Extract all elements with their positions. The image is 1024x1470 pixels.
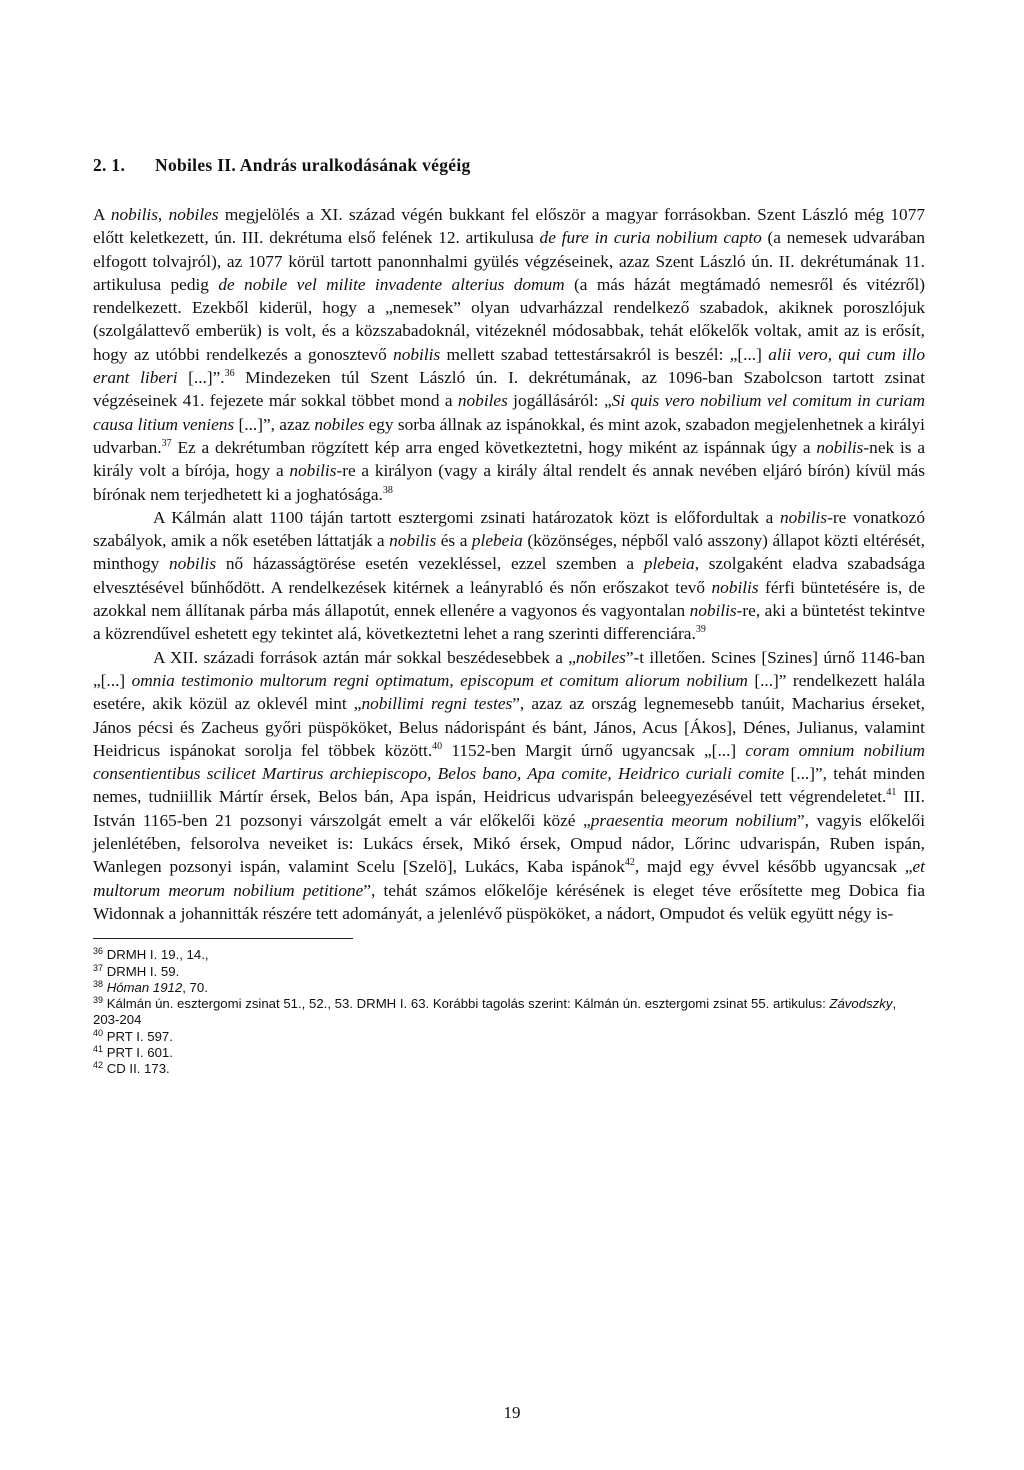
footnote-ref: 37 <box>161 437 172 449</box>
footnote-ref: 40 <box>432 740 443 752</box>
italic-text: Si quis vero nobilium vel comitum in curiam causa litium veniens <box>93 391 926 434</box>
italic-text: Hóman 1912 <box>106 979 183 995</box>
text-run: és a <box>436 531 472 551</box>
text-run: ”, azaz az ország legnemesebb tanúit, Macharius érseket, János pécsi és Zacheus győri püspököket, Belus nádorispánt és bánt, János, Acus [Ákos], Dénes, Julianus, valamint Heidricus ispánokat sorolja fel többek között. <box>93 694 926 760</box>
text-run: Kálmán ún. esztergomi zsinat 51., 52., 53. DRMH I. 63. Korábbi tagolás szerint: Kálmán ún. esztergomi zsinat 55. artikulus: <box>106 996 830 1012</box>
italic-text: Závodszky <box>829 996 893 1012</box>
paragraph <box>93 646 925 926</box>
footnote-number: 38 <box>93 978 104 989</box>
text-run: megjelölés a XI. század végén bukkant fel először a magyar forrásokban. Szent László még 1077 előtt keletkezett, ún. III. dekrétuma első felének 12. artikulusa <box>93 205 925 248</box>
footnote <box>93 947 925 963</box>
text-run: egy sorba állnak az ispánokkal, és mint azok, szabadon megjelenhetnek a királyi udvarban. <box>93 414 925 457</box>
italic-text: omnia testimonio multorum regni optimatum, episcopum et comitum aliorum nobilium <box>131 670 748 690</box>
footnote-number: 42 <box>93 1060 104 1071</box>
footnote <box>93 996 925 1029</box>
text-run: A Kálmán alatt 1100 táján tartott esztergomi zsinati határozatok közt is előfordultak a <box>153 507 781 527</box>
text-run: (közönséges, népből való asszony) állapot közti eltérését, minthogy <box>93 531 926 574</box>
text-run: -re, aki a büntetést tekintve a közrendűvel eshetett egy tekintet alá, következtetni lehet a rang szerinti differenciára. <box>93 601 925 644</box>
text-run: férfi büntetésére is, de azokkal nem állítanak párba más állapotút, ennek ellenére a vagyonos és vagyontalan <box>93 577 925 621</box>
paragraph <box>93 506 925 646</box>
text-run: [...]”, tehát minden nemes, tudniillik Mártír érsek, Belos bán, Apa ispán, Heidricus udvarispán beleegyezésével tett végrendeletet. <box>93 764 925 807</box>
section-title: Nobiles II. András uralkodásának végéig <box>155 155 471 175</box>
italic-text: praesentia meorum nobilium <box>590 810 797 830</box>
text-run: DRMH I. 59. <box>106 963 180 979</box>
text-run: jogállásáról: „ <box>507 391 612 411</box>
text-run: ”, vagyis előkelői jelenlétében, felsorolva neveiket is: Lukács érsek, Mikó érsek, Ompud nádor, Lőrinc udvarispán, Ruben ispán, Wanlegen pozsonyi ispán, valamint Scelu [Szelö], Lukács, Kaba ispánok <box>93 810 925 877</box>
text-run: , 203-204 <box>93 996 897 1028</box>
page-content <box>93 155 925 1078</box>
footnote-number: 39 <box>93 995 104 1006</box>
text-run: , majd egy évvel később ugyancsak „ <box>634 857 913 877</box>
italic-text: nobiles <box>314 414 365 434</box>
text-run: , 70. <box>182 979 208 995</box>
italic-text: plebeia <box>471 531 523 551</box>
italic-text: nobilis <box>289 461 337 481</box>
text-run: -re vonatkozó szabályok, amik a nők esetében láttatják a <box>93 507 925 551</box>
text-run: PRT I. 601. <box>106 1044 173 1060</box>
footnote-ref: 41 <box>886 787 897 799</box>
footnote-separator <box>93 938 353 939</box>
paragraph <box>93 203 925 506</box>
italic-text: nobilis <box>780 507 828 527</box>
text-run: Mindezeken túl Szent László ún. I. dekrétumának, az 1096-ban Szabolcson tartott zsinat végzéseinek 41. fejezete már sokkal többet mond a <box>93 368 925 411</box>
footnote-number: 36 <box>93 946 104 957</box>
text-run: Ez a dekrétumban rögzített kép arra enged következtetni, hogy miként az ispánnak úgy a <box>171 437 817 457</box>
italic-text: nobilis <box>816 437 864 457</box>
footnote <box>93 1029 925 1045</box>
text-run: DRMH I. 19., 14., <box>106 947 209 963</box>
text-run: (a nemesek udvarában elfogott tolvajról), az 1077 körül tartott panonnhalmi gyülés végzéseinek, azaz Szent László ún. II. dekrétumának 11. artikulusa pedig <box>93 228 925 294</box>
italic-text: nobilis <box>711 577 759 597</box>
footnote-number: 40 <box>93 1027 104 1038</box>
italic-text: nobilis, nobiles <box>110 205 219 224</box>
footnote <box>93 980 925 996</box>
text-run: A <box>93 205 111 224</box>
italic-text: plebeia <box>643 554 695 574</box>
footnote-ref: 36 <box>224 368 235 380</box>
text-run: -re a királyon (vagy a király által rendelt és annak nevében eljáró bírón) kívül más bírónak nem terjedhetett ki a joghatósága. <box>93 461 925 504</box>
italic-text: alii vero, qui cum illo erant liberi <box>93 344 925 388</box>
text-run: ”, tehát számos előkelője kérésének is eleget téve erősítette meg Dobica fia Widonnak a johannitták részére tett adományát, a jelenlévő püspököket, a nádort, Ompudot és velük együtt négy is- <box>93 880 925 923</box>
text-run: 1152-ben Margit úrnő ugyancsak „[...] <box>442 740 746 760</box>
text-run: A XII. századi források aztán már sokkal beszédesebbek a „ <box>153 647 576 667</box>
text-run: -nek is a király volt a bírója, hogy a <box>93 437 926 481</box>
text-run: , szolgaként eladva szabadsága elvesztésével bűnhődött. A rendelkezések kitérnek a leányrabló és nőn erőszakot tevő <box>93 554 925 597</box>
text-run: CD II. 173. <box>106 1061 170 1077</box>
footnote <box>93 1045 925 1061</box>
italic-text: coram omnium nobilium consentientibus scilicet Martirus archiepiscopo, Belos bano, Apa comite, Heidrico curiali comite <box>93 740 925 784</box>
text-run: PRT I. 597. <box>106 1028 173 1044</box>
footnote <box>93 964 925 980</box>
footnote-number: 37 <box>93 962 104 973</box>
italic-text: nobilis <box>389 531 437 551</box>
text-run: [...]” rendelkezett halála esetére, akik közül az oklevél mint „ <box>93 670 925 714</box>
footnote-ref: 39 <box>695 624 706 636</box>
italic-text: de fure in curia nobilium capto <box>539 228 762 248</box>
text-run: nő házasságtörése esetén vezekléssel, ezzel szemben a <box>216 554 644 574</box>
italic-text: nobilis <box>689 601 737 621</box>
page-number: 19 <box>503 1403 521 1422</box>
text-run: [...]”, azaz <box>234 414 315 434</box>
italic-text: nobilis <box>393 344 441 364</box>
italic-text: nobiles <box>575 647 626 667</box>
text-run: [...]”. <box>177 368 225 388</box>
footnote-number: 41 <box>93 1043 104 1054</box>
italic-text: nobiles <box>457 391 508 411</box>
footnotes <box>93 947 925 1077</box>
text-run: mellett szabad tettestársakról is beszél: „[...] <box>440 344 769 364</box>
italic-text: de nobile vel milite invadente alterius domum <box>218 274 565 294</box>
italic-text: nobillimi regni testes <box>361 694 513 714</box>
body-text <box>93 203 925 925</box>
text-run: ”-t illetően. Scines [Szines] úrnő 1146-ban „[...] <box>93 647 925 690</box>
section-number: 2. 1. <box>93 155 126 175</box>
footnote-ref: 42 <box>624 857 635 869</box>
footnote-ref: 38 <box>382 484 393 496</box>
text-run: III. István 1165-ben 21 pozsonyi várszolgát emelt a vár előkelői közé „ <box>93 787 925 830</box>
italic-text: et multorum meorum nobilium petitione <box>93 857 925 900</box>
italic-text: nobilis <box>169 554 217 574</box>
text-run: (a más házát megtámadó nemesről és vitézről) rendelkezett. Ezekből kiderül, hogy a „nemesek” olyan udvarházzal rendelkező szabadok, akiknek poroszlójuk (szolgálattevő emberük) is volt, és a közszabadoknál, vitézeknél módosabbak, tehát előkelők voltak, amit az is erősít, hogy az utóbbi rendelkezés a gonosztevő <box>93 274 925 364</box>
section-heading <box>93 155 925 176</box>
footnote <box>93 1061 925 1077</box>
